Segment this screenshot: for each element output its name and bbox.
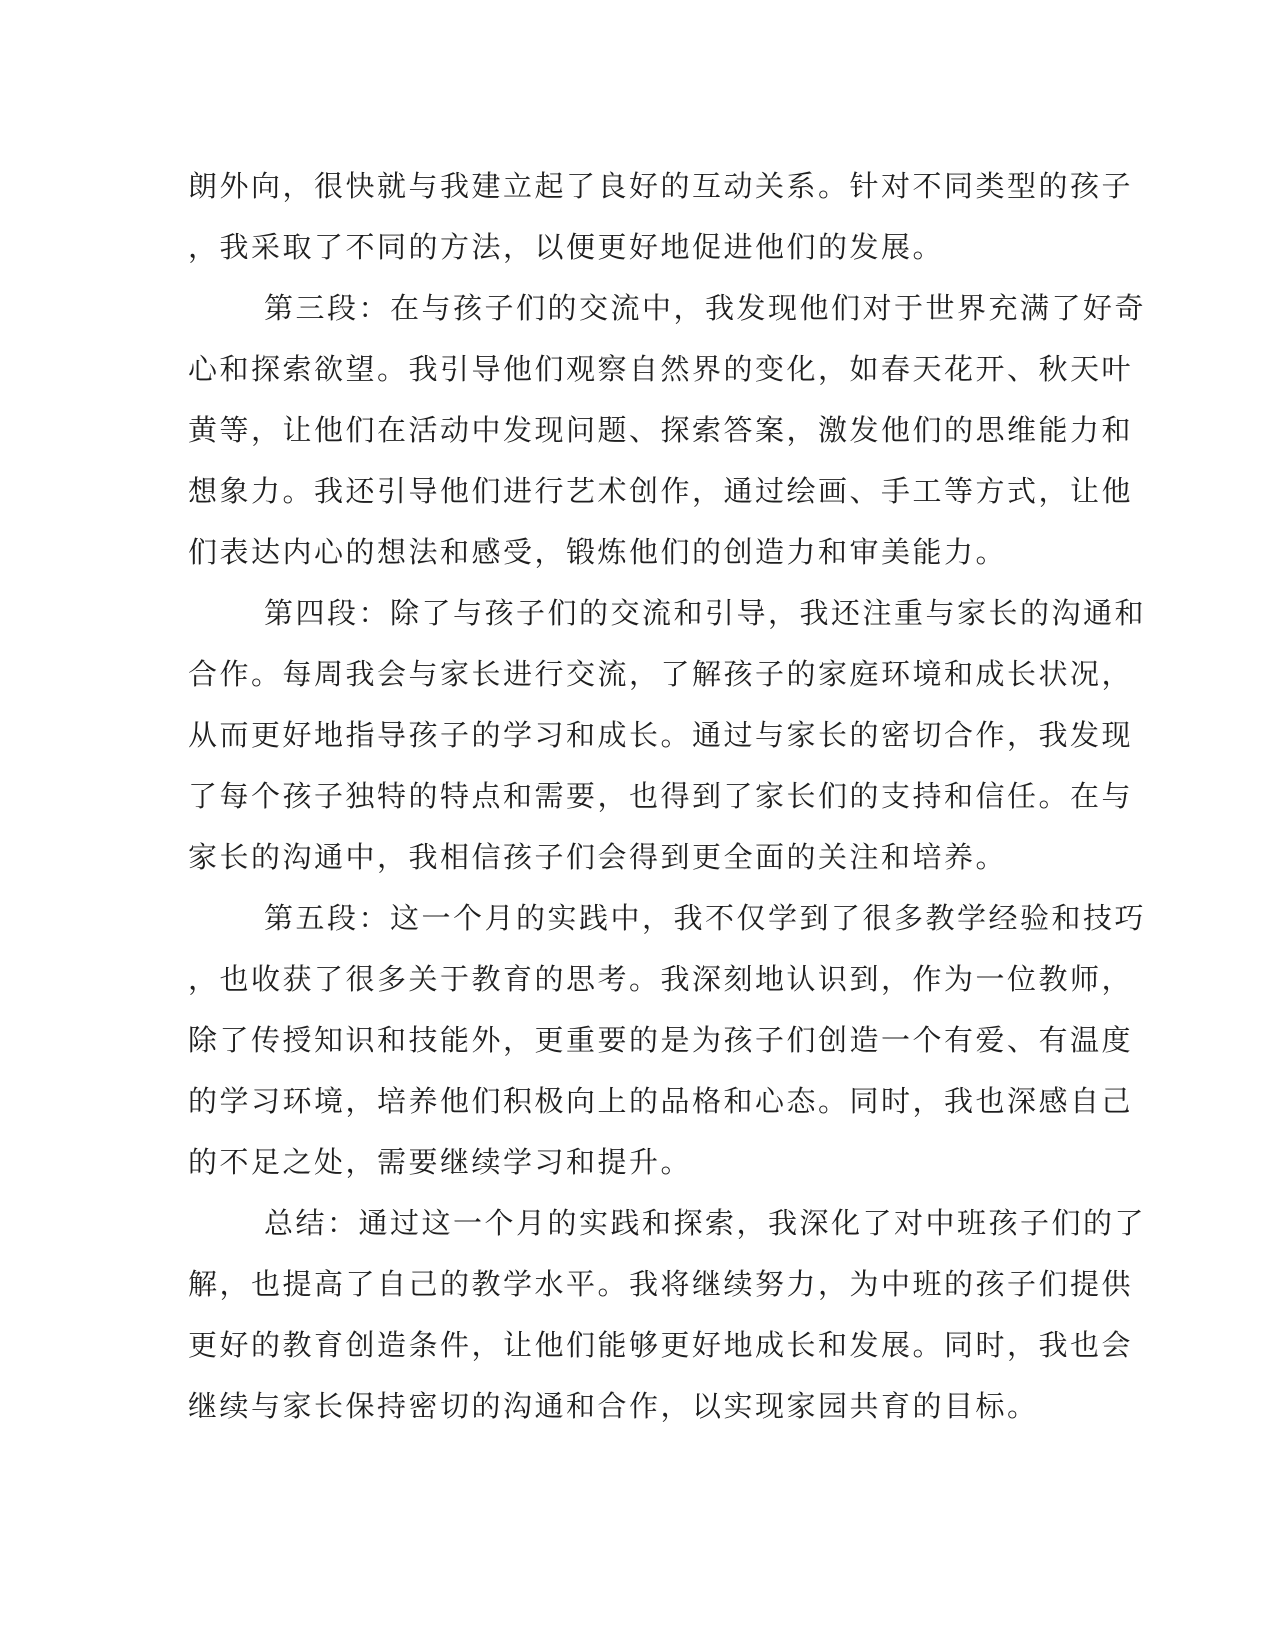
text-line: 的不足之处，需要继续学习和提升。: [188, 1145, 693, 1179]
text-line: 从而更好地指导孩子的学习和成长。通过与家长的密切合作，我发现: [188, 718, 1134, 752]
text-line: 的学习环境，培养他们积极向上的品格和心态。同时，我也深感自己: [188, 1084, 1134, 1118]
text-line: 了每个孩子独特的特点和需要，也得到了家长们的支持和信任。在与: [188, 779, 1134, 813]
text-line: ，也收获了很多关于教育的思考。我深刻地认识到，作为一位教师，: [188, 962, 1134, 996]
text-line: 们表达内心的想法和感受，锻炼他们的创造力和审美能力。: [188, 535, 1008, 569]
paragraph-start-line: 第四段：除了与孩子们的交流和引导，我还注重与家长的沟通和: [264, 596, 1147, 630]
paragraph-start-line: 第五段：这一个月的实践中，我不仅学到了很多教学经验和技巧: [264, 901, 1147, 935]
text-line: 更好的教育创造条件，让他们能够更好地成长和发展。同时，我也会: [188, 1328, 1134, 1362]
text-line: 朗外向，很快就与我建立起了良好的互动关系。针对不同类型的孩子: [188, 169, 1134, 203]
document-body: [188, 156, 1147, 1437]
text-line: 家长的沟通中，我相信孩子们会得到更全面的关注和培养。: [188, 840, 1008, 874]
text-line: 解，也提高了自己的教学水平。我将继续努力，为中班的孩子们提供: [188, 1267, 1134, 1301]
text-line: 想象力。我还引导他们进行艺术创作，通过绘画、手工等方式，让他: [188, 474, 1134, 508]
paragraph-start-line: 总结：通过这一个月的实践和探索，我深化了对中班孩子们的了: [264, 1206, 1147, 1240]
text-line: 继续与家长保持密切的沟通和合作，以实现家园共育的目标。: [188, 1389, 1039, 1423]
text-line: 合作。每周我会与家长进行交流，了解孩子的家庭环境和成长状况，: [188, 657, 1134, 691]
text-line: 心和探索欲望。我引导他们观察自然界的变化，如春天花开、秋天叶: [188, 352, 1134, 386]
text-line: ，我采取了不同的方法，以便更好地促进他们的发展。: [188, 230, 945, 264]
paragraph-start-line: 第三段：在与孩子们的交流中，我发现他们对于世界充满了好奇: [264, 291, 1147, 325]
text-line: 除了传授知识和技能外，更重要的是为孩子们创造一个有爱、有温度: [188, 1023, 1134, 1057]
text-line: 黄等，让他们在活动中发现问题、探索答案，激发他们的思维能力和: [188, 413, 1134, 447]
